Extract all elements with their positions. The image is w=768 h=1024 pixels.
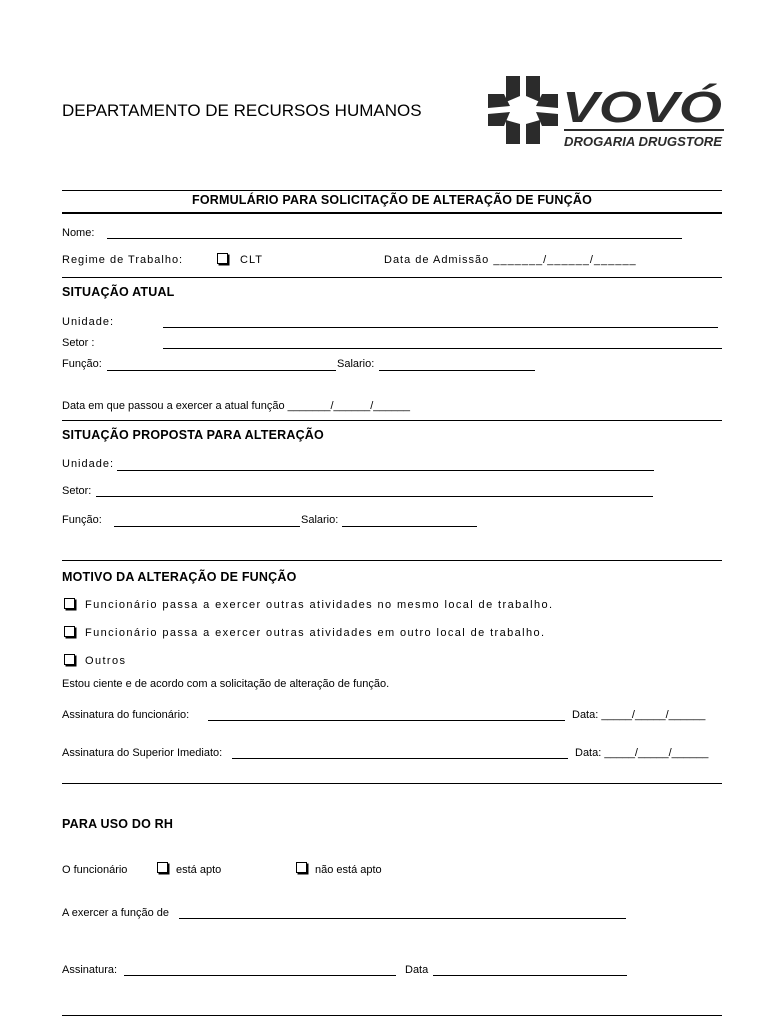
atual-data-field[interactable]: Data em que passou a exercer a atual função _______/______/______ xyxy=(62,400,410,412)
admissao-field[interactable]: Data de Admissão _______/______/______ xyxy=(384,254,637,266)
proposta-funcao-field[interactable] xyxy=(114,526,300,527)
proposta-unidade-label: Unidade: xyxy=(62,458,115,470)
proposta-unidade-field[interactable] xyxy=(117,470,654,471)
nome-label: Nome: xyxy=(62,227,95,239)
atual-funcao-field[interactable] xyxy=(107,370,336,371)
atual-setor-label: Setor : xyxy=(62,337,95,349)
divider xyxy=(62,783,722,784)
atual-salario-label: Salario: xyxy=(337,358,375,370)
rh-exercer-field[interactable] xyxy=(179,918,626,919)
proposta-salario-label: Salario: xyxy=(301,514,339,526)
rh-apto-checkbox[interactable] xyxy=(157,862,168,873)
motivo-outros-checkbox[interactable] xyxy=(64,654,75,665)
rh-data-label: Data xyxy=(405,964,429,976)
atual-unidade-field[interactable] xyxy=(163,327,718,328)
regime-label: Regime de Trabalho: xyxy=(62,254,184,266)
logo-cross-icon xyxy=(486,72,726,150)
situacao-atual-heading: SITUAÇÃO ATUAL xyxy=(62,285,175,299)
atual-funcao-label: Função: xyxy=(62,358,102,370)
divider xyxy=(62,1015,722,1016)
rh-heading: PARA USO DO RH xyxy=(62,817,174,831)
proposta-setor-field[interactable] xyxy=(96,496,653,497)
logo-tagline: DROGARIA DRUGSTORE xyxy=(564,135,723,149)
rh-nao-apto-label: não está apto xyxy=(315,864,382,876)
atual-setor-field[interactable] xyxy=(163,348,722,349)
atual-unidade-label: Unidade: xyxy=(62,316,115,328)
divider xyxy=(62,190,722,191)
atual-salario-field[interactable] xyxy=(379,370,535,371)
rh-assinatura-field[interactable] xyxy=(124,975,396,976)
assinatura-superior-label: Assinatura do Superior Imediato: xyxy=(62,747,223,759)
motivo-mesmo-local-checkbox[interactable] xyxy=(64,598,75,609)
motivo-heading: MOTIVO DA ALTERAÇÃO DE FUNÇÃO xyxy=(62,570,297,584)
rh-data-field[interactable] xyxy=(433,975,627,976)
assinatura-funcionario-data[interactable]: Data: _____/_____/______ xyxy=(572,709,706,721)
proposta-salario-field[interactable] xyxy=(342,526,477,527)
assinatura-funcionario-field[interactable] xyxy=(208,720,565,721)
nome-field[interactable] xyxy=(107,238,682,239)
ciente-statement: Estou ciente e de acordo com a solicitação de alteração de função. xyxy=(62,678,390,690)
assinatura-funcionario-label: Assinatura do funcionário: xyxy=(62,709,190,721)
divider xyxy=(62,212,722,214)
clt-checkbox[interactable] xyxy=(217,253,228,264)
proposta-funcao-label: Função: xyxy=(62,514,102,526)
divider xyxy=(62,277,722,278)
divider xyxy=(62,560,722,561)
logo-word: VOVÓ xyxy=(562,83,690,132)
rh-apto-label: está apto xyxy=(176,864,222,876)
assinatura-superior-field[interactable] xyxy=(232,758,568,759)
motivo-outro-local-checkbox[interactable] xyxy=(64,626,75,637)
clt-label: CLT xyxy=(240,254,263,266)
motivo-option-label: Funcionário passa a exercer outras atividades no mesmo local de trabalho. xyxy=(85,599,554,611)
motivo-option-label: Outros xyxy=(85,655,127,667)
divider xyxy=(62,420,722,421)
rh-assinatura-label: Assinatura: xyxy=(62,964,118,976)
company-logo xyxy=(486,72,726,150)
situacao-proposta-heading: SITUAÇÃO PROPOSTA PARA ALTERAÇÃO xyxy=(62,428,324,442)
proposta-setor-label: Setor: xyxy=(62,485,92,497)
rh-funcionario-label: O funcionário xyxy=(62,864,128,876)
department-title: DEPARTAMENTO DE RECURSOS HUMANOS xyxy=(62,101,422,120)
motivo-option-label: Funcionário passa a exercer outras atividades em outro local de trabalho. xyxy=(85,627,546,639)
assinatura-superior-data[interactable]: Data: _____/_____/______ xyxy=(575,747,709,759)
rh-exercer-label: A exercer a função de xyxy=(62,907,170,919)
rh-nao-apto-checkbox[interactable] xyxy=(296,862,307,873)
form-title: FORMULÁRIO PARA SOLICITAÇÃO DE ALTERAÇÃO DE FUNÇÃO xyxy=(191,193,593,207)
